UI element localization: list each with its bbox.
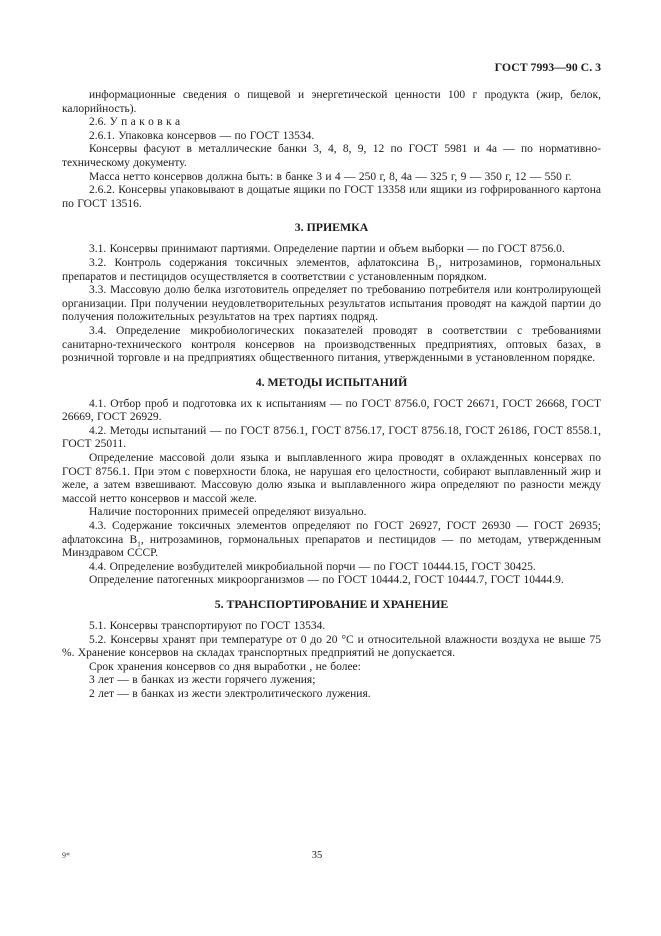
paragraph-4-3-text: 4.3. Содержание токсичных элементов определяют по ГОСТ 26927, ГОСТ 26930 — ГОСТ 26935; афлатоксина В <box>62 520 601 546</box>
paragraph-pathogens: Определение патогенных микроорганизмов — по ГОСТ 10444.2, ГОСТ 10444.7, ГОСТ 10444.9. <box>89 574 564 587</box>
aflatoxin-b1-subscript: 1 <box>434 262 439 272</box>
paragraph-2-6: 2.6. У п а к о в к а <box>89 116 181 129</box>
paragraph-2-6-1: 2.6.1. Упаковка консервов — по ГОСТ 13534. <box>89 129 315 142</box>
paragraph-5-1: 5.1. Консервы транспортируют по ГОСТ 13534. <box>89 620 326 632</box>
paragraph-3-1: 3.1. Консервы принимают партиями. Определение партии и объем выборки — по ГОСТ 8756.0. <box>89 243 565 256</box>
paragraph-shelf-life: Срок хранения консервов со дня выработки , не более: <box>89 660 361 673</box>
section-heading-transport-storage: 5. ТРАНСПОРТИРОВАНИЕ И ХРАНЕНИЕ <box>214 597 449 611</box>
paragraph-3-4: 3.4. Определение микробиологических показателей проводят в соответствии с требованиями санитарно-технического контроля консервов на производственных предприятиях, оптовых базах, в розничной торговле и на предприятиях общественного питания, утвержденными в установленном порядке. <box>62 324 601 365</box>
paragraph-packing-cans: Консервы фасуют в металлические банки 3, 4, 8, 9, 12 по ГОСТ 5981 и 4а — по нормативно-техническому документу. <box>62 143 601 169</box>
paragraph-4-3 <box>62 520 601 561</box>
paragraph-2-6-2: 2.6.2. Консервы упаковывают в дощатые ящики по ГОСТ 13358 или ящики из гофрированного картона по ГОСТ 13516. <box>62 184 601 210</box>
footer-signature-mark: 9* <box>62 851 70 860</box>
paragraph-tongue-fat: Определение массовой доли языка и выплавленного жира проводят в охлажденных консервах по ГОСТ 8756.1. При этом с поверхности блока, не нарушая его целостности, собирают выплавленный жир и желе, а затем взвешивают. Массовую долю языка и выплавленного жира определяют по разности между массой нетто консервов и массой желе. <box>62 452 601 505</box>
paragraph-4-1: 4.1. Отбор проб и подготовка их к испытаниям — по ГОСТ 8756.0, ГОСТ 26671, ГОСТ 26668, ГОСТ 26669, ГОСТ 26929. <box>62 397 601 424</box>
paragraph-3-2-text-cont: , нитрозаминов, гормональных препаратов и пестицидов осуществляется в соответствии с установленным порядком. <box>62 256 601 283</box>
section-heading-acceptance: 3. ПРИЕМКА <box>294 220 369 235</box>
aflatoxin-b1-subscript: 1 <box>137 538 141 548</box>
paragraph-impurities: Наличие посторонних примесей определяют визуально. <box>89 506 367 519</box>
paragraph-shelf-life-3-years: 3 лет — в банках из жести горячего лужения; <box>89 674 316 687</box>
paragraph-intro-continuation: информационные сведения о пищевой и энергетической ценности 100 г продукта (жир, белок, калорийность). <box>62 89 601 115</box>
paragraph-shelf-life-2-years: 2 лет — в банках из жести электролитического лужения. <box>89 687 371 700</box>
paragraph-4-2: 4.2. Методы испытаний — по ГОСТ 8756.1, ГОСТ 8756.17, ГОСТ 8756.18, ГОСТ 26186, ГОСТ 8558.1, ГОСТ 25011. <box>62 424 601 451</box>
footer-page-number: 35 <box>311 850 323 861</box>
paragraph-4-4: 4.4. Определение возбудителей микробиальной порчи — по ГОСТ 10444.15, ГОСТ 30425. <box>89 560 536 573</box>
paragraph-net-mass: Масса нетто консервов должна быть: в банке 3 и 4 — 250 г, 8, 4а — 325 г, 9 — 350 г, 12 — 550 г. <box>89 170 572 183</box>
paragraph-3-3: 3.3. Массовую долю белка изготовитель определяет по требованию потребителя или контролирующей организации. При получении неудовлетворительных результатов испытания проводят на каждой партии до получения положительных результатов на трех партиях подряд. <box>62 284 601 324</box>
document-header: ГОСТ 7993—90 С. 3 <box>494 60 601 74</box>
page-content <box>62 60 601 702</box>
paragraph-3-2 <box>62 257 601 284</box>
paragraph-4-3-text-cont: , нитрозаминов, гормональных препаратов и пестицидов — по методам, утвержденным Минздравом СССР. <box>62 533 601 560</box>
paragraph-5-2: 5.2. Консервы хранят при температуре от 0 до 20 °С и относительной влажности воздуха не выше 75 %. Хранение консервов на складах транспортных предприятий не допускается. <box>62 633 601 660</box>
section-heading-test-methods: 4. МЕТОДЫ ИСПЫТАНИЙ <box>255 374 408 389</box>
paragraph-3-2-text: 3.2. Контроль содержания токсичных элементов, афлатоксина В <box>89 256 435 269</box>
